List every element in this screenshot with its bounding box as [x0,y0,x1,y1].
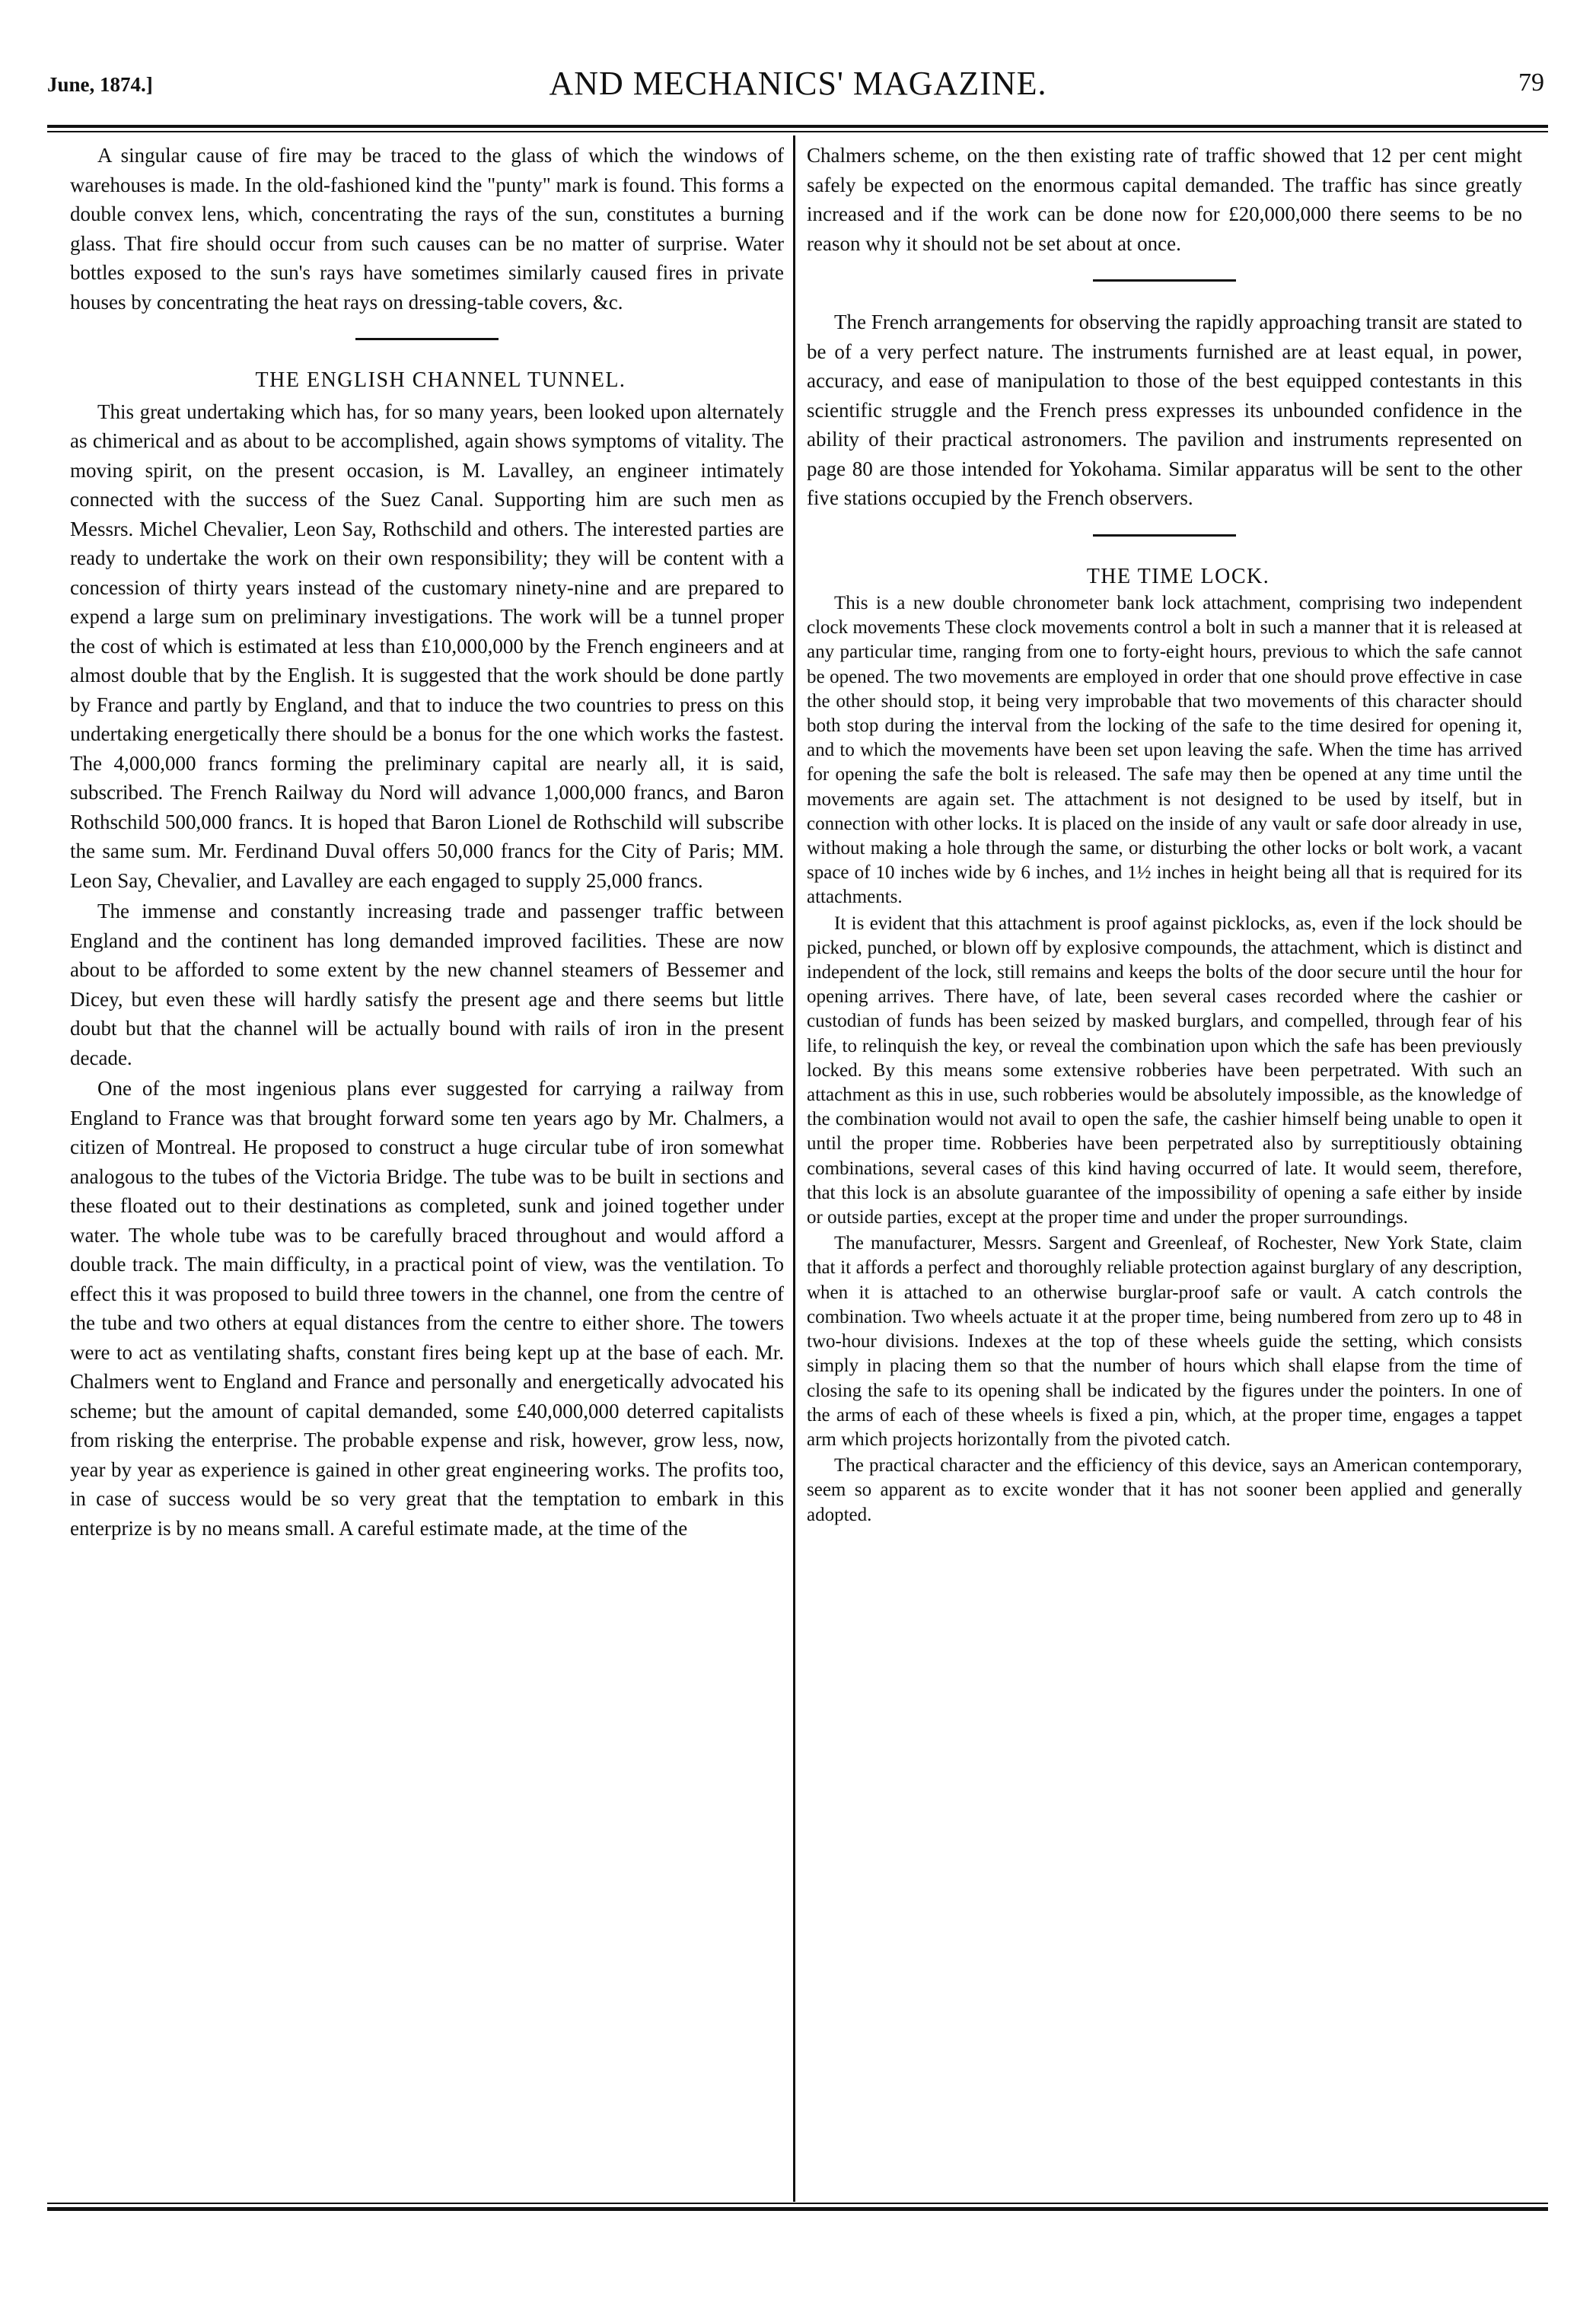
tunnel-continuation-paragraph: Chalmers scheme, on the then existing rate of traffic showed that 12 per cent might safely be expected on the enormous capital demanded. The traffic has since greatly increased and if the work can be done now for £20,000,000 there seems to be no reason why it should not be set about at once. [807,144,1522,255]
channel-tunnel-heading: THE ENGLISH CHANNEL TUNNEL. [255,368,626,392]
tunnel-paragraph-1: This great undertaking which has, for so many years, been looked upon alternately as chimerical and as about to be accomplished, again shows symptoms of vitality. The moving spirit, on the present occasion, is M. Lavalley, an engineer intimately connected with the success of the Suez Canal. Supporting him are such men as Messrs. Michel Chevalier, Leon Say, Rothschild and others. The interested parties are ready to undertake the work on their own responsibility; they will be content with a concession of thirty years instead of the customary ninety-nine and are prepared to expend a large sum on preliminary investigations. The work will be a tunnel proper the cost of which is estimated at less than £10,000,000 by the French engineers and at almost double that by the English. It is suggested that the work should be done partly by France and partly by England, and that to induce the two countries to press on this undertaking energetically there should be a bonus for the one which works the fastest. The 4,000,000 francs forming the preliminary capital are nearly all, it is said, subscribed. The French Railway du Nord will advance 1,000,000 francs, and Baron Rothschild 500,000 francs. It is hoped that Baron Lionel de Rothschild will subscribe the same sum. Mr. Ferdinand Duval offers 50,000 francs for the City of Paris; MM. Leon Say, Chevalier, and Lavalley are each engaged to supply 25,000 francs. [70,400,784,892]
left-column [70,141,784,1543]
time-lock-article [807,591,1522,1527]
page-number: 79 [1518,68,1544,97]
header-rule-thick [47,125,1548,128]
running-title: AND MECHANICS' MAGAZINE. [549,65,1047,102]
section-separator [1093,534,1236,537]
time-lock-paragraph-1: This is a new double chronometer bank lock attachment, comprising two independent clock movements These clock movements control a bolt in such a manner that it is released at any particular time, ranging from one to forty-eight hours, previous to which the safe cannot be opened. The two movements are employed in order that one should prove effective in case the other should stop, it being very improbable that two movements of this character should both stop during the interval from the locking of the safe to the time desired for opening it, and to which the movements have been set upon leaving the safe. When the time has arrived for opening the safe the bolt is released. The safe may then be opened at any time until the movements are again set. The attachment is not designed to be used by itself, but in connection with other locks. It is placed on the inside of any vault or safe door already in use, without making a hole through the same, or disturbing the other locks or bolt work, a vacant space of 10 inches wide by 6 inches, and 1½ inches in height being all that is required for its attachments. [807,593,1522,908]
tunnel-paragraph-3: One of the most ingenious plans ever suggested for carrying a railway from England to France was that brought forward some ten years ago by Mr. Chalmers, a citizen of Montreal. He proposed to construct a huge circular tube of iron somewhat analogous to the tubes of the Victoria Bridge. The tube was to be built in sections and these floated out to their destinations as completed, sunk and joined together under water. The whole tube was to be carefully braced throughout and would afford a double track. The main difficulty, in a practical point of view, was the ventilation. To effect this it was proposed to build three towers in the channel, one from the centre of the tube and two others at equal distances from the centre to either shore. The towers were to act as ventilating shafts, constant fires being kept up at the base of each. Mr. Chalmers went to England and France and personally and energetically advocated his scheme; but the amount of capital demanded, some £40,000,000 deterred capitalists from risking the enterprise. The probable expense and risk, however, grow less, now, year by year as experience is gained in other great engineering works. The profits too, in case of success would be so very great that the temptation to embark in this enterprize is by no means small. A careful estimate made, at the time of the [70,1077,784,1540]
fire-glass-paragraph: A singular cause of fire may be traced to the glass of which the windows of warehouses is made. In the old-fashioned kind the "punty" mark is found. This forms a double convex lens, which, concentrating the rays of the sun, constitutes a burning glass. That fire should occur from such causes can be no matter of surprise. Water bottles exposed to the sun's rays have sometimes similarly caused fires in private houses by concentrating the heat rays on dressing-table covers, &c. [70,144,784,314]
time-lock-paragraph-2: It is evident that this attachment is proof against picklocks, as, even if the lock should be picked, punched, or blown off by explosive compounds, the attachment, which is distinct and independent of the lock, still remains and keeps the bolts of the door secure until the hour for opening arrives. There have, of late, been several cases recorded where the cashier or custodian of funds has been seized by masked burglars, and compelled, through fear of his life, to relinquish the key, or reveal the combination upon which the safe has been previously locked. By this means some extensive robberies have been perpetrated. With such an attachment as this in use, such robberies would be absolutely impossible, as the knowledge of the combination would not avail to open the safe, the cashier himself being unable to open it until the proper time. Robberies have been perpetrated also by surreptitiously obtaining combinations, several cases of this kind having occurred of late. It would seem, therefore, that this lock is an absolute guarantee of the impossibility of opening a safe either by inside or outside parties, except at the proper time and under the proper surroundings. [807,913,1522,1228]
section-separator [355,338,499,340]
right-column [807,141,1522,1527]
time-lock-heading: THE TIME LOCK. [1086,564,1270,588]
tunnel-paragraph-2: The immense and constantly increasing trade and passenger traffic between England and the continent has long demanded improved facilities. These are now about to be afforded to some extent by the new channel steamers of Bessemer and Dicey, but even these will hardly satisfy the present age and there seems but little doubt but that the channel will be actually bound with rails of iron in the present decade. [70,900,784,1069]
column-divider [793,135,795,2202]
time-lock-paragraph-3: The manufacturer, Messrs. Sargent and Greenleaf, of Rochester, New York State, claim that it affords a perfect and thoroughly reliable protection against burglary of any description, when it is attached to an otherwise burglar-proof safe or vault. A catch controls the combination. Two wheels actuate it at the proper time, being numbered from zero up to 48 in two-hour divisions. Indexes at the top of these wheels guide the setting, which consists simply in placing them so that the number of hours which shall elapse from the time of closing the safe to its opening shall be indicated by the figures under the pointers. In one of the arms of each of these wheels is fixed a pin, which, at the proper time, engages a tappet arm which projects horizontally from the pivoted catch. [807,1233,1522,1450]
footer-rule-thick [47,2207,1548,2211]
header-rule-thin [47,131,1548,132]
transit-paragraph: The French arrangements for observing the rapidly approaching transit are stated to be of a very perfect nature. The instruments furnished are at least equal, in power, accuracy, and ease of manipulation to those of the best equipped contestants in this scientific struggle and the French press expresses its unbounded confidence in the ability of their practical astronomers. The pavilion and instruments represented on page 80 are those intended for Yokohama. Similar apparatus will be sent to the other five stations occupied by the French observers. [807,311,1522,509]
footer-rule-thin [47,2203,1548,2204]
time-lock-paragraph-4: The practical character and the efficiency of this device, says an American contemporary, seem so apparent as to excite wonder that it has not sooner been applied and generally adopted. [807,1455,1522,1525]
issue-date: June, 1874.] [47,73,153,96]
section-separator [1093,279,1236,282]
